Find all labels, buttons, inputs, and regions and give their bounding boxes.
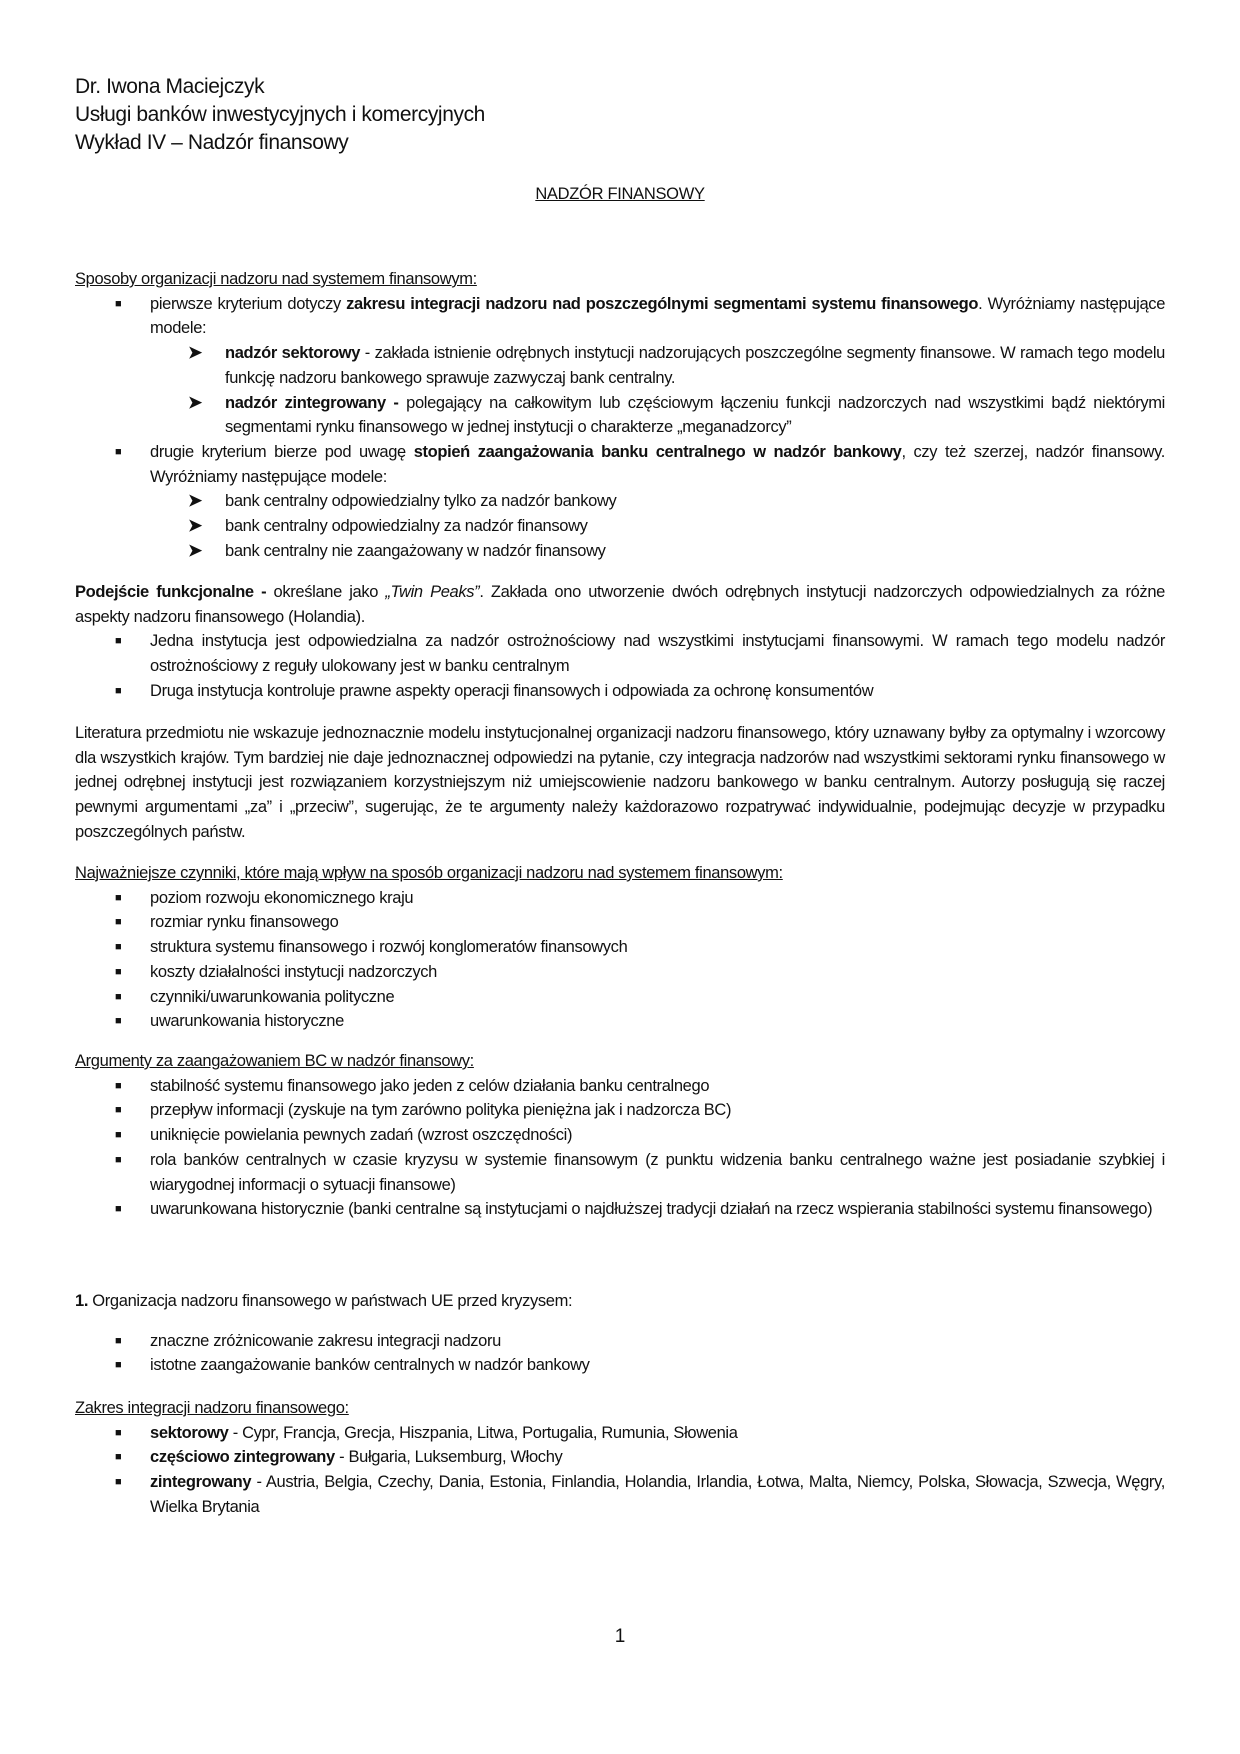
- section-heading: Sposoby organizacji nadzoru nad systemem finansowym:: [75, 270, 477, 288]
- bullet-icon: ■: [115, 1104, 122, 1117]
- bullet-icon: ■: [115, 1129, 122, 1142]
- text: bank centralny nie zaangażowany w nadzór finansowy: [225, 541, 606, 560]
- text: uwarunkowana historycznie (banki centralne są instytucjami o najdłuższej tradycji działań na rzecz wspierania stabilności systemu finansowego): [150, 1200, 1153, 1219]
- bullet-icon: ■: [115, 1451, 122, 1464]
- section-arguments: [75, 1049, 1165, 1222]
- list-item: [75, 1148, 1165, 1197]
- sub-list-item: [75, 514, 1165, 539]
- bullet-icon: ■: [115, 684, 122, 697]
- bullet-icon: ■: [115, 1359, 122, 1372]
- bullet-icon: ■: [115, 1334, 122, 1347]
- bold-text: częściowo zintegrowany: [150, 1448, 335, 1467]
- text: Jedna instytucja jest odpowiedzialna za nadzór ostrożnościowy nad wszystkimi instytucjami finansowymi. W ramach tego modelu nadzór ostrożnościowy z reguły ulokowany jest w banku centralnym: [150, 632, 1165, 676]
- section-heading: Najważniejsze czynniki, które mają wpływ na sposób organizacji nadzoru nad systemem finansowym:: [75, 864, 783, 882]
- list-item: [75, 1123, 1165, 1148]
- text: Organizacja nadzoru finansowego w państwach UE przed kryzysem:: [88, 1292, 573, 1310]
- list-item: [75, 440, 1165, 489]
- text: . Wyróżniamy następujące modele:: [150, 294, 1166, 338]
- bullet-icon: ■: [115, 941, 122, 954]
- literature-paragraph: Literatura przedmiotu nie wskazuje jednoznacznie modelu instytucjonalnej organizacji nadzoru finansowego, który uznawany byłby za optymalny i wzorcowy dla wszystkich krajów. Tym bardziej nie daje jednoznacznej odpowiedzi na pytanie, czy integracja nadzorów nad wszystkimi sektorami rynku finansowego w jednej odrębnej instytucji jest rozwiązaniem korzystniejszym niż umiejscowienie nadzoru bankowego w banku centralnym. Autorzy posługują się raczej pewnymi argumentami „za” i „przeciw”, sugerując, że te argumenty należy każdorazowo rozpatrywać indywidualnie, podejmując decyzje w przypadku poszczególnych państw.: [75, 724, 1165, 841]
- bullet-icon: ■: [115, 1015, 122, 1028]
- sub-list-item: [75, 341, 1165, 390]
- text: czynniki/uwarunkowania polityczne: [150, 987, 395, 1006]
- arrow-bullet-icon: ➤: [188, 392, 202, 412]
- bullet-icon: ■: [115, 1079, 122, 1092]
- list-item: [75, 886, 1165, 911]
- list-item: [75, 1421, 1165, 1446]
- text: przepływ informacji (zyskuje na tym zarówno polityka pieniężna jak i nadzorcza BC): [150, 1101, 732, 1120]
- text: drugie kryterium bierze pod uwagę: [150, 442, 414, 461]
- list-item: [75, 985, 1165, 1010]
- text: rola banków centralnych w czasie kryzysu w systemie finansowym (z punktu widzenia banku centralnego ważne jest posiadanie szybkiej i wiarygodnej informacji o sytuacji finansowe): [150, 1150, 1165, 1194]
- section-heading: Zakres integracji nadzoru finansowego:: [75, 1399, 349, 1417]
- list-item: [75, 679, 1165, 704]
- bullet-icon: ■: [115, 1203, 122, 1216]
- section-organization-methods: [75, 267, 1165, 563]
- bullet-icon: ■: [115, 445, 122, 458]
- bullet-icon: ■: [115, 1476, 122, 1489]
- text: uwarunkowania historyczne: [150, 1012, 344, 1031]
- text: . Zakłada ono utworzenie dwóch odrębnych instytucji nadzorczych odpowiedzialnych za różne aspekty nadzoru finansowego (Holandia).: [75, 583, 1165, 626]
- list-item: [75, 1009, 1165, 1034]
- list-item: [75, 1445, 1165, 1470]
- arrow-bullet-icon: ➤: [188, 516, 202, 536]
- list-item: [75, 629, 1165, 678]
- bullet-icon: ■: [115, 1426, 122, 1439]
- list-item: [75, 292, 1165, 341]
- list-item: [75, 910, 1165, 935]
- text: bank centralny odpowiedzialny za nadzór finansowy: [225, 517, 588, 536]
- text: - Bułgaria, Luksemburg, Włochy: [334, 1448, 563, 1467]
- bullet-icon: ■: [115, 297, 122, 310]
- bold-text: sektorowy: [150, 1423, 233, 1442]
- bold-text: nadzór zintegrowany -: [225, 393, 399, 412]
- text: rozmiar rynku finansowego: [150, 913, 339, 932]
- text: - Austria, Belgia, Czechy, Dania, Estonia, Finlandia, Holandia, Irlandia, Łotwa, Malta, Niemcy, Polska, Słowacja, Szwecja, Węgry, Wielka Brytania: [150, 1473, 1165, 1516]
- arrow-bullet-icon: ➤: [188, 343, 202, 363]
- section-heading: Argumenty za zaangażowaniem BC w nadzór finansowy:: [75, 1052, 474, 1070]
- author: Dr. Iwona Maciejczyk: [75, 75, 265, 98]
- page-number: 1: [614, 1626, 626, 1647]
- bullet-icon: ■: [115, 891, 122, 904]
- text: - Cypr, Francja, Grecja, Hiszpania, Litwa, Portugalia, Rumunia, Słowenia: [232, 1423, 738, 1442]
- bold-text: stopień zaangażowania banku centralnego w nadzór bankowy: [413, 442, 902, 461]
- section-eu-organization: [75, 1289, 1165, 1378]
- course-title: Usługi banków inwestycyjnych i komercyjnych: [75, 103, 485, 126]
- text: istotne zaangażowanie banków centralnych w nadzór bankowy: [150, 1356, 590, 1375]
- text: uniknięcie powielania pewnych zadań (wzrost oszczędności): [150, 1126, 573, 1145]
- sub-list-item: [75, 539, 1165, 564]
- bold-text: zakresu integracji nadzoru nad poszczególnymi segmentami systemu finansowego: [346, 294, 979, 313]
- list-item: [75, 935, 1165, 960]
- text: bank centralny odpowiedzialny tylko za nadzór bankowy: [225, 492, 617, 511]
- list-item: [75, 1098, 1165, 1123]
- section-integration-scope: [75, 1396, 1165, 1520]
- text: struktura systemu finansowego i rozwój konglomeratów finansowych: [150, 938, 628, 957]
- text: - zakłada istnienie odrębnych instytucji nadzorujących poszczególne segmenty finansowe. W ramach tego modelu funkcję nadzoru bankowego sprawuje zazwyczaj bank centralny.: [225, 344, 1165, 387]
- document-title: NADZÓR FINANSOWY: [535, 185, 705, 203]
- lecture-title: Wykład IV – Nadzór finansowy: [75, 131, 349, 154]
- section-heading: [75, 1289, 1165, 1314]
- list-item: [75, 1353, 1165, 1378]
- list-item: [75, 960, 1165, 985]
- section-functional-approach: [75, 580, 1165, 704]
- paragraph: [75, 580, 1165, 629]
- arrow-bullet-icon: ➤: [188, 540, 202, 560]
- bold-text: Podejście funkcjonalne -: [75, 583, 267, 601]
- bullet-icon: ■: [115, 990, 122, 1003]
- text: stabilność systemu finansowego jako jeden z celów działania banku centralnego: [150, 1076, 710, 1095]
- bullet-icon: ■: [115, 635, 122, 648]
- text: , czy też szerzej, nadzór finansowy. Wyróżniamy następujące modele:: [150, 442, 1165, 486]
- bullet-icon: ■: [115, 916, 122, 929]
- text: koszty działalności instytucji nadzorczych: [150, 962, 438, 981]
- text: poziom rozwoju ekonomicznego kraju: [150, 888, 414, 907]
- text: Druga instytucja kontroluje prawne aspekty operacji finansowych i odpowiada za ochronę konsumentów: [150, 681, 874, 700]
- section-key-factors: [75, 861, 1165, 1034]
- list-item: [75, 1329, 1165, 1354]
- bullet-icon: ■: [115, 965, 122, 978]
- text: polegający na całkowitym lub częściowym łączeniu funkcji nadzorczych nad wszystkimi bądź niektórymi segmentami rynku finansowego w jednej instytucji o charakterze „meganadzorcy”: [225, 393, 1165, 437]
- italic-text: „Twin Peaks”: [385, 583, 480, 601]
- bold-text: nadzór sektorowy: [225, 344, 361, 363]
- list-item: [75, 1470, 1165, 1519]
- bold-text: zintegrowany: [150, 1473, 252, 1492]
- text: określane jako: [266, 583, 386, 601]
- sub-list-item: [75, 391, 1165, 440]
- sub-list-item: [75, 489, 1165, 514]
- list-item: [75, 1197, 1165, 1222]
- list-item: [75, 1074, 1165, 1099]
- text: pierwsze kryterium dotyczy: [150, 294, 347, 313]
- text: znaczne zróżnicowanie zakresu integracji nadzoru: [150, 1331, 501, 1350]
- heading-number: 1.: [75, 1292, 89, 1310]
- arrow-bullet-icon: ➤: [188, 491, 202, 511]
- bullet-icon: ■: [115, 1153, 122, 1166]
